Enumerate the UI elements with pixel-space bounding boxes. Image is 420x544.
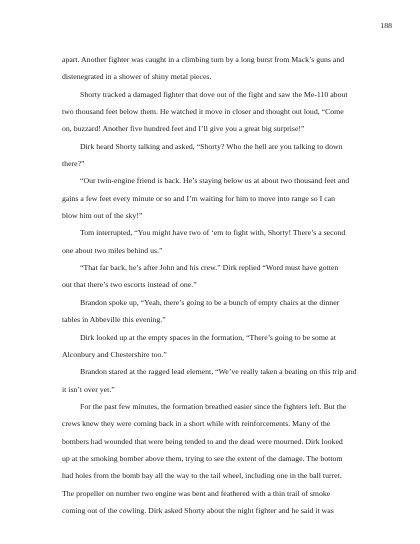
- text-line: Dirk looked up at the empty spaces in the formation, “There’s going to be some at: [80, 332, 336, 342]
- text-line: on, buzzard! Another five hundred feet and I’ll give you a great big surprise!”: [62, 124, 305, 134]
- text-line: tables in Abbeville this evening.”: [62, 315, 166, 325]
- text-line: bombers had wounded that were being tended to and the dead were mourned. Dirk looked: [62, 436, 343, 446]
- text-line: The propeller on number two engine was bent and feathered with a thin trail of smoke: [62, 488, 331, 498]
- text-line: there?”: [62, 159, 85, 169]
- text-line: Brandon stared at the ragged lead element, “We’ve really taken a beating on this trip and: [80, 367, 357, 377]
- text-line: one about two miles behind us.”: [62, 245, 163, 255]
- text-line: it isn’t over yet.”: [62, 384, 115, 394]
- text-line: Alconbury and Chestershire too.”: [62, 349, 167, 359]
- body-text: [62, 51, 374, 519]
- page-number: 188: [380, 21, 392, 30]
- text-line: Dirk heard Shorty talking and asked, “Shorty? Who the hell are you talking to down: [80, 141, 343, 151]
- text-line: apart. Another fighter was caught in a climbing turn by a long burst from Mack’s guns and: [62, 55, 345, 64]
- text-line: “Our twin-engine friend is back. He’s staying below us at about two thousand feet and: [80, 176, 350, 186]
- text-line: out that there’s two escorts instead of one.”: [62, 280, 197, 290]
- text-line: Tom interrupted, “You might have two of ‘em to fight with, Shorty! There’s a second: [80, 228, 346, 238]
- text-line: had holes from the bomb bay all the way to the tail wheel, including one in the ball turret.: [62, 471, 342, 481]
- text-line: coming out of the cowling. Dirk asked Shorty about the night fighter and he said it was: [62, 505, 334, 515]
- text-line: distenegrated in a shower of shiny metal pieces.: [62, 72, 212, 82]
- text-line: For the past few minutes, the formation breathed easier since the fighters left. But the: [80, 401, 347, 411]
- text-line: crews knew they were coming back in a short while with reinforcements. Many of the: [62, 419, 331, 429]
- text-line: “That far back, he’s after John and his crew.” Dirk replied “Word must have gotten: [80, 263, 339, 273]
- text-line: two thousand feet below them. He watched it move in closer and thought out loud, “Come: [62, 107, 344, 117]
- text-line: up at the smoking bomber above them, trying to see the extent of the damage. The bottom: [62, 453, 343, 463]
- text-line: Brandon spoke up, “Yeah, there’s going to be a bunch of empty chairs at the dinner: [80, 297, 340, 307]
- text-line: blow him out of the sky!”: [62, 211, 143, 221]
- text-line: Shorty tracked a damaged fighter that dove out of the fight and saw the Me-110 about: [80, 89, 348, 99]
- text-line: gains a few feet every minute or so and I’m waiting for him to move into range so I can: [62, 193, 336, 203]
